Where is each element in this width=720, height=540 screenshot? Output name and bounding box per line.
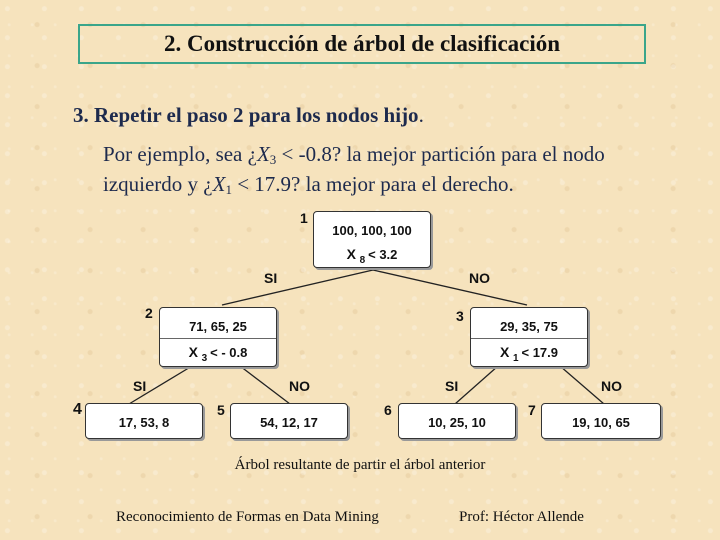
node-3-split: [471, 344, 587, 364]
node-2-divider: [160, 338, 276, 339]
node-4-values: 17, 53, 8: [118, 415, 170, 430]
example-part-2: < -0.8? la mejor partición para el nodo izquierdo y ¿: [103, 142, 605, 196]
tree-node-2: [159, 307, 277, 367]
slide-title-text: 2. Construcción de árbol de clasificación: [163, 31, 561, 56]
step-text: 3. Repetir el paso 2 para los nodos hijo: [73, 103, 419, 127]
node-1-split: [314, 246, 430, 266]
node-3-cond: < 17.9: [521, 345, 559, 360]
node-3-divider: [471, 338, 587, 339]
node-3-values: 29, 35, 75: [500, 319, 558, 334]
branch-label-no-3: NO: [601, 378, 622, 394]
tree-node-4: [85, 403, 203, 439]
branch-label-si-2: SI: [133, 378, 147, 394]
step-dot: .: [418, 103, 424, 127]
example-part-1: Por ejemplo, sea ¿: [103, 142, 257, 166]
node-2-sub: 3: [201, 353, 208, 364]
edge-2-5: [240, 366, 290, 404]
node-1-var: X: [346, 246, 356, 262]
node-4-number: 4: [73, 401, 82, 418]
branch-label-si-3: SI: [445, 378, 459, 394]
branch-label-si-1: SI: [264, 270, 278, 286]
node-7-number: 7: [528, 402, 536, 418]
edge-1-3: [373, 270, 527, 305]
example-sub-1: 3: [269, 152, 277, 167]
footer-course: Reconocimiento de Formas en Data Mining: [116, 509, 379, 525]
edge-1-2: [222, 270, 373, 305]
footer-author: Prof: Héctor Allende: [459, 509, 584, 525]
edge-3-7: [560, 366, 604, 404]
node-3-sub: 1: [512, 353, 519, 364]
node-3-var: X: [499, 344, 510, 360]
example-var-1: X: [256, 142, 270, 166]
node-1-values: 100, 100, 100: [332, 223, 412, 238]
node-3-number: 3: [456, 308, 464, 324]
node-2-number: 2: [145, 305, 153, 321]
node-5-number: 5: [217, 402, 225, 418]
node-6-number: 6: [384, 402, 392, 418]
node-2-var: X: [188, 344, 198, 360]
node-5-values: 54, 12, 17: [260, 415, 318, 430]
node-2-values: 71, 65, 25: [189, 319, 247, 334]
tree-node-5: [230, 403, 348, 439]
tree-node-6: [398, 403, 516, 439]
node-1-number: 1: [300, 210, 308, 226]
example-part-3: < 17.9? la mejor para el derecho.: [231, 172, 514, 196]
tree-node-1: [313, 211, 431, 268]
node-7-values: 19, 10, 65: [572, 415, 630, 430]
node-6-values: 10, 25, 10: [428, 415, 486, 430]
node-2-cond: < - 0.8: [210, 345, 248, 360]
example-var-2: X: [212, 172, 226, 196]
branch-label-no-2: NO: [289, 378, 310, 394]
node-2-split: [160, 344, 276, 364]
example-sub-2: 1: [225, 182, 232, 197]
tree-node-3: [470, 307, 588, 367]
branch-label-no-1: NO: [469, 270, 490, 286]
edge-3-6: [455, 366, 498, 404]
node-1-cond: < 3.2: [368, 247, 398, 262]
node-1-sub: 8: [359, 255, 366, 266]
figure-caption: Árbol resultante de partir el árbol anterior: [234, 457, 486, 473]
tree-node-7: [541, 403, 661, 439]
